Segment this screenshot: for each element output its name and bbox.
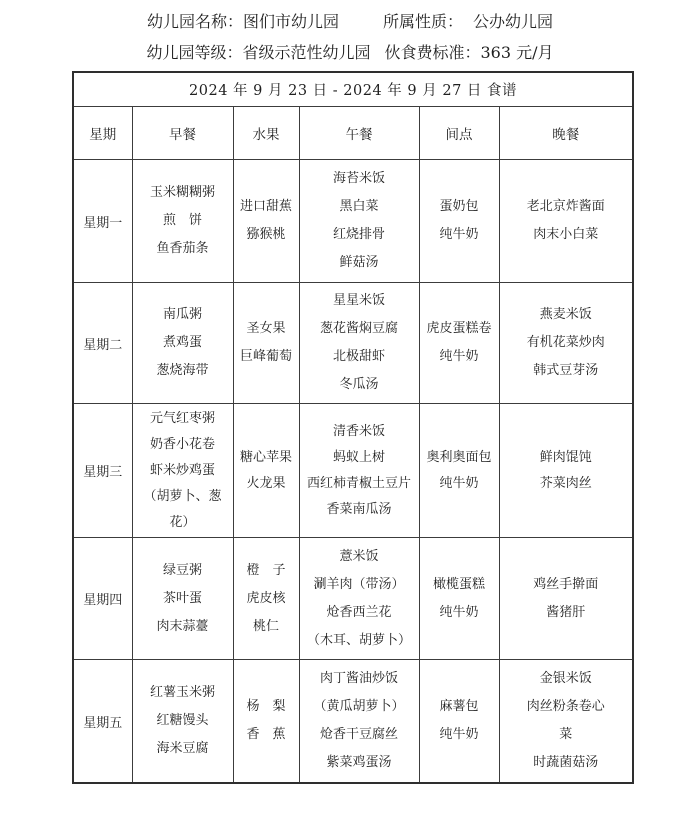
menu-item-line: 有机花菜炒肉 [526,335,605,350]
menu-item-line: 奶香小花卷 [149,436,215,452]
cell-thursday-snack [419,538,499,660]
menu-item-line: 菜 [559,727,573,742]
cell-wednesday-breakfast [132,404,233,538]
grade-label: 幼儿园等级： [146,43,243,62]
menu-item-line: 炝香西兰花 [326,604,392,620]
menu-item-line: 麻薯包 [439,699,479,714]
menu-item-line: 糖心苹果 [239,449,292,465]
cell-monday-breakfast [132,160,233,283]
menu-item-line: （胡萝卜、葱 [143,488,222,504]
menu-item-line: 黑白菜 [339,199,379,214]
menu-item-line: 冬瓜汤 [339,377,379,392]
cell-tuesday-breakfast [132,283,233,404]
menu-item-line: 薏米饭 [339,548,379,564]
cell-thursday-breakfast [132,538,233,660]
menu-item-line: 进口甜蕉 [239,199,292,214]
menu-item-line: 海米豆腐 [156,741,209,756]
weekly-menu-table [72,71,634,784]
menu-item-line: （木耳、胡萝卜） [306,632,411,648]
menu-item-line: 花） [169,514,196,530]
table-title: 2024 年 9 月 23 日 - 2024 年 9 月 27 日 食谱 [73,72,633,107]
menu-item-line: 海苔米饭 [332,171,385,186]
fee-label: 伙食费标准： [384,43,481,62]
table-title-row [73,72,633,107]
table-row-thursday [73,538,633,660]
nature-value: 公办幼儿园 [473,12,554,31]
table-header-row [73,107,633,160]
menu-item-line: 鲜菇汤 [339,255,379,270]
column-header-breakfast: 早餐 [132,107,233,160]
kindergarten-info-block [0,6,700,68]
table-row-monday [73,160,633,283]
menu-item-line: 纯牛奶 [439,604,479,620]
menu-item-line: 蛋奶包 [439,199,479,214]
menu-item-line: 涮羊肉（带汤） [313,576,405,592]
cell-wednesday-snack [419,404,499,538]
menu-item-line: 燕麦米饭 [539,307,592,322]
menu-item-line: 炝香干豆腐丝 [319,727,398,742]
menu-item-line: 煮鸡蛋 [162,335,202,350]
cell-friday-day: 星期五 [73,660,132,784]
nature-label: 所属性质： [383,12,464,31]
cell-wednesday-dinner [499,404,633,538]
menu-item-line: 桃仁 [252,618,279,634]
menu-item-line: 鱼香茄条 [156,241,209,256]
menu-item-line: 橙 子 [246,562,286,578]
cell-tuesday-lunch [299,283,419,404]
cell-monday-dinner [499,160,633,283]
menu-item-line: 虾米炒鸡蛋 [149,462,215,478]
menu-item-line: 北极甜虾 [332,349,385,364]
menu-item-line: 巨峰葡萄 [239,349,292,364]
column-header-fruit: 水果 [233,107,299,160]
menu-item-line: 肉末蒜薹 [156,618,209,634]
menu-item-line: 清香米饭 [332,423,385,439]
menu-item-line: 香 蕉 [246,727,286,742]
cell-tuesday-fruit [233,283,299,404]
table-row-friday [73,660,633,784]
kindergarten-name-label: 幼儿园名称： [146,12,243,31]
menu-item-line: 老北京炸酱面 [526,199,605,214]
cell-monday-snack [419,160,499,283]
menu-item-line: 鲜肉馄饨 [539,449,592,465]
menu-item-line: 酱猪肝 [546,604,586,620]
cell-monday-day: 星期一 [73,160,132,283]
menu-item-line: 奥利奥面包 [426,449,492,465]
menu-item-line: 蚂蚁上树 [332,449,385,465]
menu-item-line: 红薯玉米粥 [149,685,215,700]
table-row-wednesday [73,404,633,538]
menu-item-line: 纯牛奶 [439,727,479,742]
menu-item-line: 纯牛奶 [439,349,479,364]
menu-item-line: 红糖馒头 [156,713,209,728]
info-line-name-nature [0,6,700,37]
column-header-day: 星期 [73,107,132,160]
cell-thursday-fruit [233,538,299,660]
cell-friday-snack [419,660,499,784]
cell-monday-fruit [233,160,299,283]
menu-item-line: 杨 梨 [246,699,286,714]
column-header-dinner: 晚餐 [499,107,633,160]
cell-friday-breakfast [132,660,233,784]
menu-item-line: 玉米糊糊粥 [149,185,215,200]
cell-friday-fruit [233,660,299,784]
cell-wednesday-lunch [299,404,419,538]
column-header-lunch: 午餐 [299,107,419,160]
menu-item-line: 虎皮核 [246,590,286,606]
fee-value: 363 元/月 [480,43,554,62]
menu-item-line: 肉丝粉条卷心 [526,699,605,714]
menu-item-line: 肉丁酱油炒饭 [319,671,398,686]
menu-item-line: 时蔬菌菇汤 [533,755,599,770]
menu-item-line: 纯牛奶 [439,475,479,491]
menu-item-line: 红烧排骨 [332,227,385,242]
menu-item-line: （黄瓜胡萝卜） [313,699,405,714]
cell-tuesday-snack [419,283,499,404]
menu-item-line: 火龙果 [246,475,286,491]
column-header-snack: 间点 [419,107,499,160]
table-row-tuesday [73,283,633,404]
cell-thursday-lunch [299,538,419,660]
cell-thursday-day: 星期四 [73,538,132,660]
cell-tuesday-day: 星期二 [73,283,132,404]
menu-item-line: 圣女果 [246,321,286,336]
menu-item-line: 葱烧海带 [156,363,209,378]
grade-value: 省级示范性幼儿园 [242,43,371,62]
menu-item-line: 纯牛奶 [439,227,479,242]
menu-item-line: 元气红枣粥 [149,410,215,426]
menu-item-line: 南瓜粥 [162,307,202,322]
menu-item-line: 肉末小白菜 [533,227,599,242]
cell-thursday-dinner [499,538,633,660]
menu-item-line: 猕猴桃 [246,227,286,242]
menu-item-line: 茶叶蛋 [162,590,202,606]
menu-item-line: 星星米饭 [332,293,385,308]
menu-item-line: 芥菜肉丝 [539,475,592,491]
menu-item-line: 橄榄蛋糕 [432,576,485,592]
cell-wednesday-day: 星期三 [73,404,132,538]
menu-item-line: 绿豆粥 [162,562,202,578]
menu-item-line: 香菜南瓜汤 [326,501,392,517]
menu-item-line: 西红柿青椒土豆片 [306,475,411,491]
kindergarten-name-value: 图们市幼儿园 [242,12,339,31]
menu-item-line: 韩式豆芽汤 [533,363,599,378]
cell-monday-lunch [299,160,419,283]
cell-tuesday-dinner [499,283,633,404]
menu-item-line: 金银米饭 [539,671,592,686]
menu-item-line: 煎 饼 [162,213,202,228]
menu-item-line: 鸡丝手擀面 [533,576,599,592]
menu-item-line: 葱花酱焖豆腐 [319,321,398,336]
cell-friday-lunch [299,660,419,784]
info-line-grade-fee [0,37,700,68]
cell-friday-dinner [499,660,633,784]
menu-item-line: 紫菜鸡蛋汤 [326,755,392,770]
cell-wednesday-fruit [233,404,299,538]
menu-item-line: 虎皮蛋糕卷 [426,321,492,336]
